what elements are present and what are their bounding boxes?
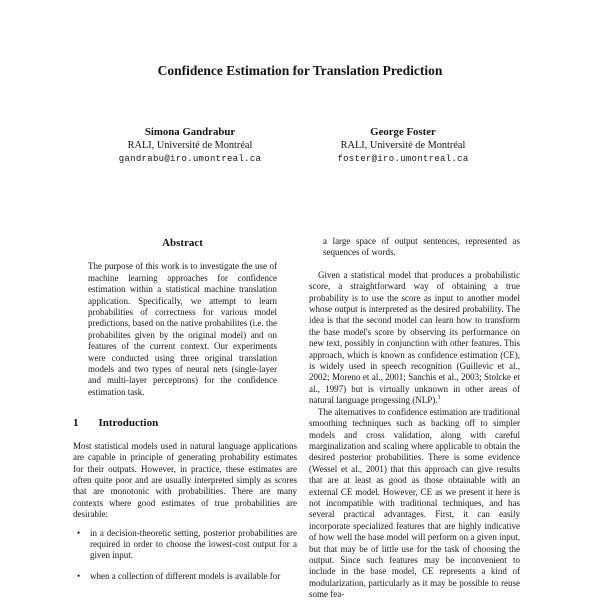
body-paragraph: The alternatives to confidence estimation are traditional smoothing techniques such as backing off to simpler models and cross validation, along with careful marginalization and scaling where applicable to obtain the desired posterior probabilities. There is some evidence (Wessel et al., 2001) that this approach can give results that are at least as good as those obtainable with an external CE model. However, CE as we present it here is not incompatible with traditional techniques, and has several practical advantages. First, it can easily incorporate specialized features that are highly indicative of how well the base model will perform on a given input, but that may be of little use for the task of choosing the output. Since such features may be inconvenient to include in the base model, CE represents a kind of modularization, particularly as it may be possible to reuse some fea- [309,406,520,600]
intro-paragraph: Most statistical models used in natural language applications are capable in principle of generating probability estimates for their outputs. However, in practice, these estimates are often quite poor and are usually interpreted simply as scores that are monotonic with probabilities. There are many contexts where good estimates of true probabilities are desirable: [73,440,297,520]
author-affiliation: RALI, Université de Montréal [340,140,466,151]
bullet-text: when a collection of different models is available for [90,570,281,581]
bullet-list [73,528,297,583]
paper-title: Confidence Estimation for Translation Prediction [157,63,443,78]
bullet-icon: • [77,570,81,581]
author-email: foster@iro.umontreal.ca [337,153,469,164]
column-left [73,238,297,582]
section-heading-introduction [73,418,297,429]
bullet-text: in a decision-theoretic setting, posterior probabilities are required in order to choose the lowest-cost output for a given input. [90,527,297,561]
abstract-heading: Abstract [162,237,203,249]
bullet-icon: • [77,527,81,538]
footnote-marker: 1 [437,394,441,402]
bullet-item [73,528,297,562]
author-name: Simona Gandrabur [144,126,236,138]
author-name: George Foster [370,126,436,138]
bullet-item [73,571,297,582]
author-block-1 [90,126,290,166]
abstract-text: The purpose of this work is to investigate the use of machine learning approaches for confidence estimation within a statistical machine translation application. Specifically, we attempt to learn probabilities of correctness for various model predictions, based on the native probabilites (i.e. the probabilites given by the original model) and on features of the current context. Our experiments were conducted using three original translation models and two types of neural nets (single-layer and multi-layer perceptrons) for the confidence estimation task. [88,261,277,397]
section-number: 1 [73,417,79,430]
bullet-continuation-text: a large space of output sentences, represented as sequences of words. [323,236,520,258]
section-title: Introduction [98,417,159,430]
author-affiliation: RALI, Université de Montréal [127,140,253,151]
author-block-2 [303,126,503,166]
body-paragraph [309,270,520,407]
paragraph-text: Given a statistical model that produces a probabilistic score, a straightforward way of obtaining a true probability is to use the score as input to another model whose output is interpreted as the desired probability. The idea is that the second model can learn how to transform the base model's score by observing its performance on new text, possibly in conjunction with other features. This approach, which is known as confidence estimation (CE), is widely used in speech recognition (Guillevic et al., 2002; Moreno et al., 2001; Sanchis et al., 2003; Stolcke et al., 1997) but is virtually unknown in other areas of natural language progessing (NLP). [309,269,520,406]
column-right [309,236,520,600]
author-email: gandrabu@iro.umontreal.ca [118,153,262,164]
